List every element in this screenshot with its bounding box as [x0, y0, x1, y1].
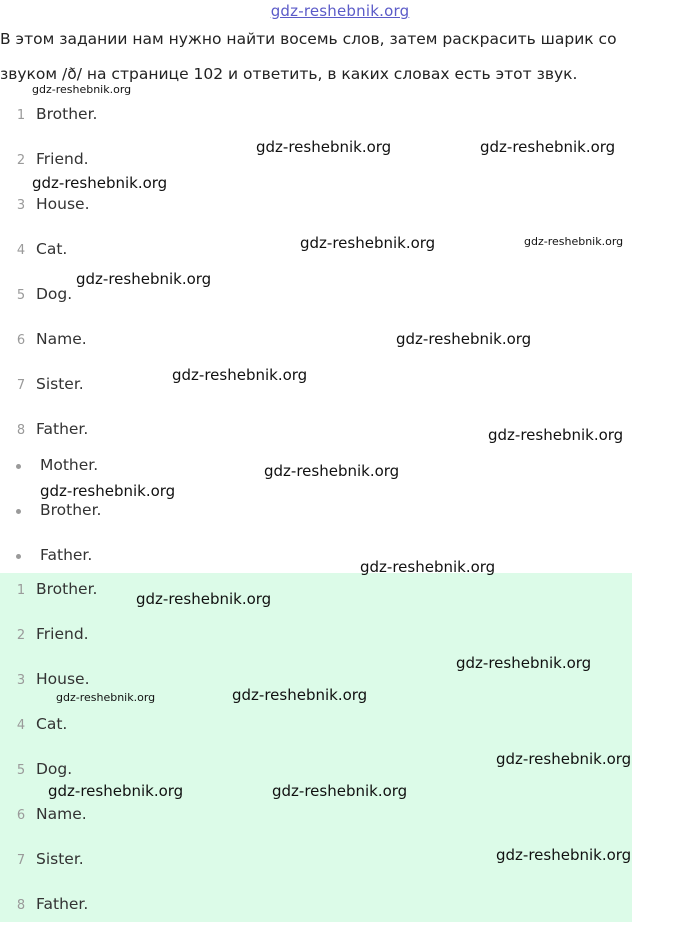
- item-word: Dog.: [36, 760, 73, 778]
- watermark: gdz-reshebnik.org: [40, 482, 176, 500]
- bullet-word: Mother.: [40, 456, 99, 474]
- bullet-dot: [16, 464, 21, 469]
- watermark: gdz-reshebnik.org: [488, 426, 624, 444]
- watermark: gdz-reshebnik.org: [172, 366, 308, 384]
- watermark: gdz-reshebnik.org: [396, 330, 532, 348]
- item-number: 2: [16, 153, 26, 168]
- watermark: gdz-reshebnik.org: [524, 235, 624, 248]
- item-number: 3: [16, 673, 26, 688]
- watermark: gdz-reshebnik.org: [56, 691, 156, 704]
- bullet-dot: [16, 509, 21, 514]
- watermark: gdz-reshebnik.org: [48, 782, 184, 800]
- item-word: Cat.: [36, 715, 68, 733]
- item-word: Father.: [36, 420, 89, 438]
- item-number: 3: [16, 198, 26, 213]
- item-word: House.: [36, 670, 90, 688]
- site-link[interactable]: gdz-reshebnik.org: [270, 2, 410, 20]
- item-number: 4: [16, 718, 26, 733]
- watermark: gdz-reshebnik.org: [272, 782, 408, 800]
- watermark: gdz-reshebnik.org: [360, 558, 496, 576]
- watermark: gdz-reshebnik.org: [496, 846, 632, 864]
- item-number: 7: [16, 378, 26, 393]
- item-word: Dog.: [36, 285, 73, 303]
- item-number: 8: [16, 423, 26, 438]
- item-number: 4: [16, 243, 26, 258]
- item-word: Cat.: [36, 240, 68, 258]
- item-number: 5: [16, 763, 26, 778]
- item-word: Name.: [36, 330, 87, 348]
- watermark: gdz-reshebnik.org: [496, 750, 632, 768]
- watermark: gdz-reshebnik.org: [136, 590, 272, 608]
- item-number: 7: [16, 853, 26, 868]
- item-word: Sister.: [36, 850, 84, 868]
- watermark: gdz-reshebnik.org: [32, 174, 168, 192]
- answer-box: [0, 573, 632, 922]
- item-word: Friend.: [36, 625, 89, 643]
- bullet-word: Father.: [40, 546, 93, 564]
- item-word: Friend.: [36, 150, 89, 168]
- item-word: Brother.: [36, 105, 98, 123]
- item-word: Sister.: [36, 375, 84, 393]
- watermark: gdz-reshebnik.org: [456, 654, 592, 672]
- item-number: 8: [16, 898, 26, 913]
- bullet-dot: [16, 554, 21, 559]
- item-number: 1: [16, 583, 26, 598]
- watermark: gdz-reshebnik.org: [32, 83, 132, 96]
- watermark: gdz-reshebnik.org: [264, 462, 400, 480]
- item-number: 2: [16, 628, 26, 643]
- item-word: Name.: [36, 805, 87, 823]
- task-intro: В этом задании нам нужно найти восемь слов, затем раскрасить шарик со звуком /ð/ на странице 102 и ответить, в каких словах есть этот звук.: [0, 30, 617, 83]
- item-word: House.: [36, 195, 90, 213]
- bullet-word: Brother.: [40, 501, 102, 519]
- item-number: 6: [16, 808, 26, 823]
- watermark: gdz-reshebnik.org: [256, 138, 392, 156]
- item-number: 5: [16, 288, 26, 303]
- item-number: 1: [16, 108, 26, 123]
- watermark: gdz-reshebnik.org: [480, 138, 616, 156]
- item-number: 6: [16, 333, 26, 348]
- watermark: gdz-reshebnik.org: [232, 686, 368, 704]
- item-word: Father.: [36, 895, 89, 913]
- watermark: gdz-reshebnik.org: [300, 234, 436, 252]
- watermark: gdz-reshebnik.org: [76, 270, 212, 288]
- item-word: Brother.: [36, 580, 98, 598]
